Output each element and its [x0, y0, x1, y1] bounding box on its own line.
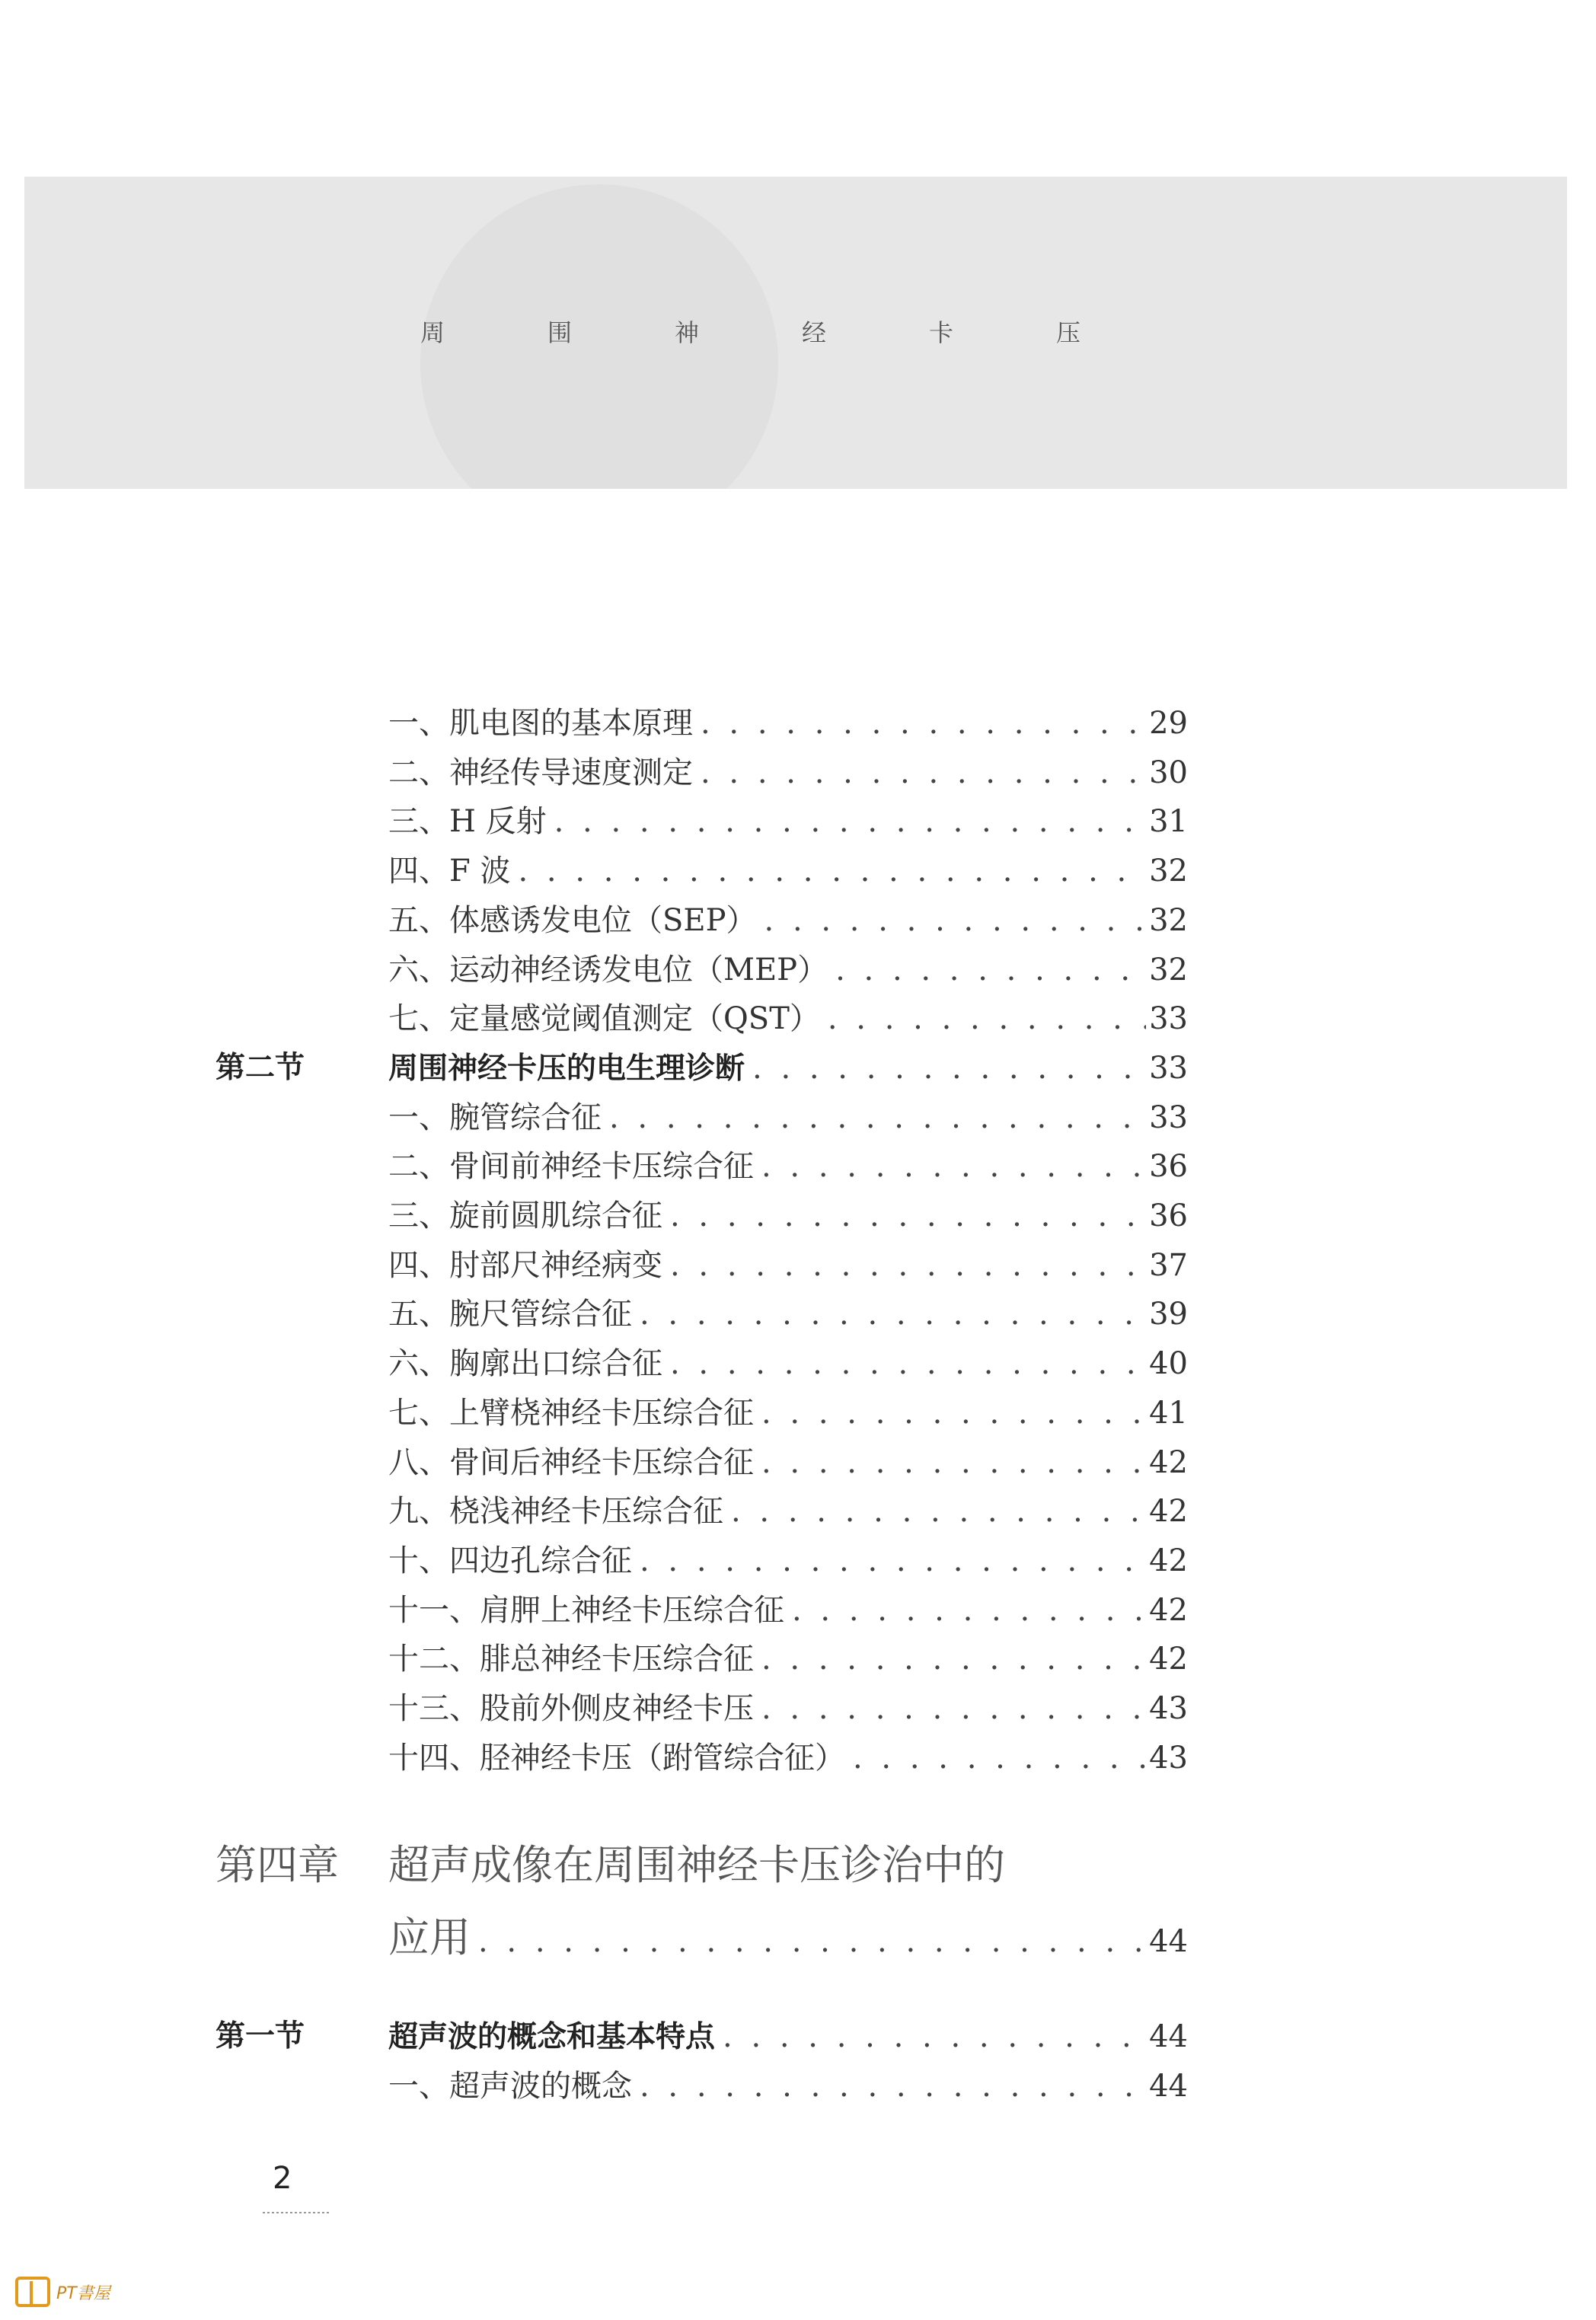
- toc-entry-page: 41: [1149, 1395, 1188, 1431]
- toc-entry-page: 33: [1149, 1099, 1188, 1135]
- toc-entry-label: 三、H 反射: [388, 804, 547, 840]
- toc-entry-label: 四、F 波: [388, 854, 511, 889]
- toc-entry-label: 八、骨间后神经卡压综合征: [388, 1444, 754, 1480]
- toc-entry-label: 一、超声波的概念: [388, 2068, 632, 2104]
- running-header: [414, 314, 1087, 349]
- toc-entry-page: 33: [1149, 1050, 1188, 1086]
- toc-entry-label: 六、胸廓出口综合征: [388, 1346, 662, 1382]
- toc-entry[interactable]: [388, 1095, 1188, 1141]
- toc-entry-label: 七、定量感觉阈值测定（QST）: [388, 1001, 820, 1037]
- toc-entry-label: 二、骨间前神经卡压综合征: [388, 1149, 754, 1185]
- toc-entry-label: 超声波的概念和基本特点: [388, 2020, 716, 2054]
- running-header-char: 经: [801, 318, 826, 347]
- toc-entry-label: 十、四边孔综合征: [388, 1543, 632, 1578]
- toc-entry-label: 五、腕尺管综合征: [388, 1297, 632, 1332]
- toc-entry[interactable]: [388, 1489, 1188, 1534]
- toc-entry-page: 43: [1149, 1691, 1188, 1726]
- chapter-entry[interactable]: [388, 1907, 1188, 1968]
- toc-entry-page: 36: [1149, 1198, 1188, 1233]
- toc-entry[interactable]: [388, 1193, 1188, 1239]
- toc-entry-label: 六、运动神经诱发电位（MEP）: [388, 952, 828, 988]
- chapter-title-line1: 超声成像在周围神经卡压诊治中的: [388, 1841, 1005, 1889]
- dot-leader: [640, 1291, 1146, 1337]
- toc-entry-page: 42: [1149, 1494, 1188, 1530]
- toc-entry[interactable]: [388, 2063, 1188, 2109]
- dot-leader: [640, 2063, 1146, 2109]
- watermark-text: PT書屋: [56, 2283, 110, 2303]
- toc-section-entry[interactable]: [388, 2014, 1188, 2060]
- dot-leader: [670, 1193, 1146, 1239]
- toc-entry-label: 周围神经卡压的电生理诊断: [388, 1051, 745, 1086]
- section-number: 第二节: [215, 1050, 305, 1085]
- toc-entry[interactable]: [388, 1440, 1188, 1486]
- dot-leader: [752, 1045, 1146, 1091]
- toc-entry-label: 十四、胫神经卡压（跗管综合征）: [388, 1740, 845, 1776]
- toc-entry-label: 三、旋前圆肌综合征: [388, 1198, 662, 1233]
- header-banner: [24, 177, 1567, 489]
- page-number: 2: [273, 2161, 292, 2196]
- toc-entry[interactable]: [388, 1341, 1188, 1387]
- toc-entry-label: 二、神经传导速度测定: [388, 755, 693, 790]
- toc-entry-label: 十三、股前外侧皮神经卡压: [388, 1691, 754, 1726]
- toc-entry-page: 37: [1149, 1247, 1188, 1283]
- toc-entry-label: 一、腕管综合征: [388, 1099, 602, 1135]
- toc-entry-label: 十一、肩胛上神经卡压综合征: [388, 1592, 784, 1628]
- toc-entry-page: 40: [1149, 1346, 1188, 1382]
- toc-entry[interactable]: [388, 700, 1188, 746]
- toc-entry-page: 32: [1149, 902, 1188, 938]
- toc-entry[interactable]: [388, 799, 1188, 844]
- running-header-char: 周: [420, 318, 445, 347]
- toc-entry[interactable]: [388, 1588, 1188, 1633]
- toc-entry-page: 42: [1149, 1642, 1188, 1677]
- dot-leader: [761, 1390, 1146, 1436]
- toc-entry[interactable]: [388, 848, 1188, 894]
- toc-entry[interactable]: [388, 1144, 1188, 1189]
- chapter-title-line2: 应用: [388, 1913, 471, 1961]
- toc-entry-label: 七、上臂桡神经卡压综合征: [388, 1395, 754, 1431]
- toc-entry-page: 42: [1149, 1592, 1188, 1628]
- toc-entry[interactable]: [388, 1390, 1188, 1436]
- toc-entry[interactable]: [388, 750, 1188, 796]
- toc-entry-page: 44: [1149, 2068, 1188, 2104]
- toc-entry[interactable]: [388, 1735, 1188, 1781]
- dot-leader: [761, 1144, 1146, 1189]
- toc-entry-label: 四、肘部尺神经病变: [388, 1247, 662, 1283]
- toc-entry-page: 39: [1149, 1297, 1188, 1332]
- toc-entry-label: 十二、腓总神经卡压综合征: [388, 1642, 754, 1677]
- toc-entry-page: 30: [1149, 755, 1188, 790]
- toc-entry-page: 29: [1149, 706, 1188, 741]
- dot-leader: [723, 2014, 1146, 2060]
- toc-section-entry[interactable]: [388, 1045, 1188, 1091]
- toc-entry[interactable]: [388, 947, 1188, 993]
- toc-entry[interactable]: [388, 1686, 1188, 1731]
- dot-leader: [518, 848, 1146, 894]
- toc-entry-label: 五、体感诱发电位（SEP）: [388, 902, 757, 938]
- dot-leader: [478, 1911, 1146, 1972]
- dot-leader: [792, 1588, 1146, 1633]
- toc-entry-page: 32: [1149, 952, 1188, 988]
- dot-leader: [761, 1636, 1146, 1682]
- book-icon: [15, 2277, 50, 2307]
- toc-entry[interactable]: [388, 1243, 1188, 1288]
- toc-entry[interactable]: [388, 898, 1188, 943]
- chapter-number: 第四章: [215, 1841, 339, 1889]
- dot-leader: [731, 1489, 1146, 1534]
- dot-leader: [670, 1341, 1146, 1387]
- toc-entry-label: 一、肌电图的基本原理: [388, 706, 693, 741]
- dot-leader: [609, 1095, 1146, 1141]
- toc-entry[interactable]: [388, 1291, 1188, 1337]
- running-header-char: 卡: [928, 318, 953, 347]
- toc-entry-page: 33: [1149, 1001, 1188, 1037]
- dot-leader: [670, 1243, 1146, 1288]
- toc-entry[interactable]: [388, 996, 1188, 1042]
- toc-entry[interactable]: [388, 1636, 1188, 1682]
- toc-entry-page: 43: [1149, 1740, 1188, 1776]
- dot-leader: [835, 947, 1146, 993]
- running-header-char: 围: [547, 318, 572, 347]
- dot-leader: [701, 750, 1146, 796]
- toc-entry-label: 九、桡浅神经卡压综合征: [388, 1494, 723, 1530]
- toc-entry-page: 31: [1149, 804, 1188, 840]
- section-number: 第一节: [215, 2019, 305, 2054]
- watermark: [15, 2277, 110, 2307]
- page-number-rule: [263, 2212, 331, 2213]
- dot-leader: [701, 700, 1146, 746]
- dot-leader: [828, 996, 1146, 1042]
- dot-leader: [640, 1538, 1146, 1584]
- running-header-char: 压: [1055, 318, 1080, 347]
- dot-leader: [761, 1686, 1146, 1731]
- toc-entry[interactable]: [388, 1538, 1188, 1584]
- dot-leader: [853, 1735, 1146, 1781]
- dot-leader: [764, 898, 1147, 943]
- dot-leader: [761, 1440, 1146, 1486]
- toc-entry-page: 44: [1149, 2019, 1188, 2054]
- toc-entry-page: 42: [1149, 1543, 1188, 1578]
- dot-leader: [554, 799, 1146, 844]
- toc-entry-page: 36: [1149, 1149, 1188, 1185]
- chapter-page: 44: [1149, 1924, 1188, 1959]
- toc-entry-page: 42: [1149, 1444, 1188, 1480]
- toc-entry-page: 32: [1149, 854, 1188, 889]
- running-header-char: 神: [674, 318, 699, 347]
